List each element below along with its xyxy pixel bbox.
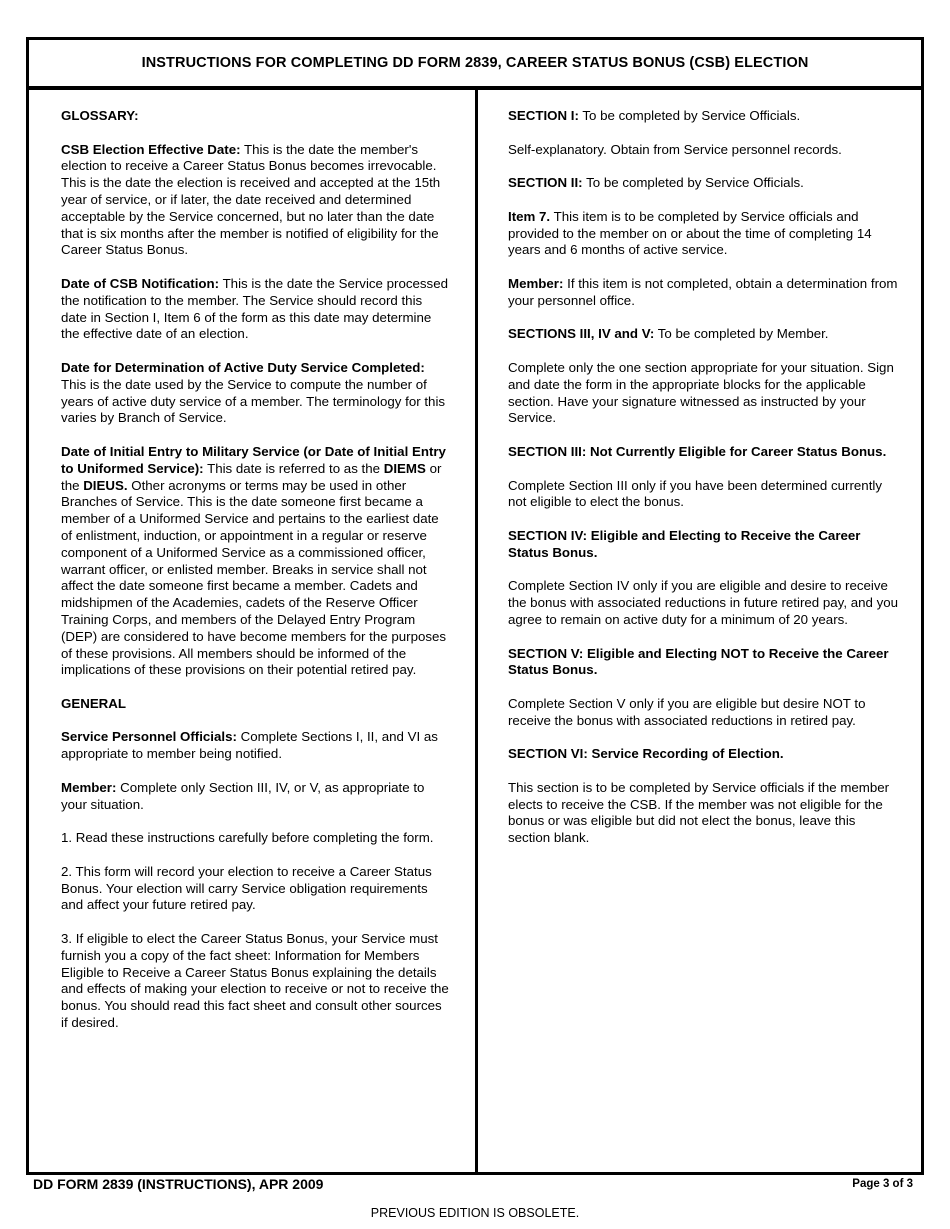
glossary-definition: This is the date the Service processed the notification to the member. The Service should record this date in Section I, Item 6 of the form as this date may determine the effective date of an election. (61, 275, 448, 342)
glossary-entry-csb-effective-date (61, 142, 451, 260)
numbered-instruction-1: 1. Read these instructions carefully before completing the form. (61, 830, 434, 846)
acronym-dieus: DIEUS. (83, 477, 128, 493)
numbered-instruction-2: 2. This form will record your election to receive a Career Status Bonus. Your election will carry Service obligation requirements and affect your future retired pay. (61, 863, 432, 913)
edition-note: PREVIOUS EDITION IS OBSOLETE. (370, 1206, 580, 1220)
section-3-heading (508, 444, 900, 461)
item-text: If this item is not completed, obtain a determination from your personnel office. (508, 275, 898, 308)
sections-3-4-5-body: Complete only the one section appropriate for your situation. Sign and date the form in the appropriate blocks for the applicable section. Have your signature witnessed as instructed by your Service. (508, 359, 894, 426)
form-frame (26, 37, 924, 1175)
glossary-definition: This is the date the member's election to receive a Career Status Bonus becomes irrevocable. This is the date the election is received and accepted at the 15th year of service, or if later, the date received and determined acceptable by the Service concerned, but no later than the date that is six months after the member is notified of eligibility for the Career Status Bonus. (61, 141, 441, 258)
section-2-heading (508, 175, 900, 192)
item-label: Item 7. (508, 208, 551, 224)
glossary-entry-csb-notification (61, 276, 451, 343)
glossary-heading: GLOSSARY: (61, 108, 139, 123)
general-service-officials (61, 729, 451, 763)
numbered-instruction-3: 3. If eligible to elect the Career Status Bonus, your Service must furnish you a copy of the fact sheet: Information for Members Eligible to Receive a Career Status Bonus explaining the details and effects of making your election to receive or not to receive the bonus. You should read this fact sheet and consult other sources if desired. (61, 931, 449, 1031)
section-label: SECTION VI: Service Recording of Election. (508, 746, 784, 762)
general-text: Complete only Section III, IV, or V, as appropriate to your situation. (61, 779, 425, 812)
section-label: SECTIONS III, IV and V: (508, 326, 655, 342)
glossary-term: Date for Determination of Active Duty Service Completed: (61, 359, 425, 375)
section-4-body: Complete Section IV only if you are eligible and desire to receive the bonus with associated reductions in future retired pay, and you agree to remain on active duty for a minimum of 20 years. (508, 578, 899, 627)
section-1-body: Self-explanatory. Obtain from Service personnel records. (508, 141, 842, 157)
glossary-term: Date of CSB Notification: (61, 275, 220, 291)
item-7-instruction (508, 209, 900, 259)
left-column (61, 108, 451, 1049)
section-6-heading (508, 746, 900, 763)
glossary-term: Date of Initial Entry to Military Service (or Date of Initial Entry to Uniformed Service): (61, 443, 446, 476)
section-1-heading (508, 108, 900, 125)
general-term: Member: (61, 779, 117, 795)
general-member (61, 780, 451, 814)
sections-3-4-5-heading (508, 326, 900, 343)
section-text: To be completed by Service Officials. (582, 108, 801, 123)
page-number: Page 3 of 3 (852, 1178, 913, 1190)
glossary-definition: This date is referred to as the (207, 460, 381, 476)
page-title: INSTRUCTIONS FOR COMPLETING DD FORM 2839, CAREER STATUS BONUS (CSB) ELECTION (29, 40, 921, 90)
section-3-body: Complete Section III only if you have been determined currently not eligible to elect the bonus. (508, 477, 882, 510)
section-label: SECTION III: Not Currently Eligible for Career Status Bonus. (508, 443, 887, 459)
right-column (508, 108, 900, 864)
glossary-entry-initial-entry-date (61, 444, 451, 679)
form-identifier: DD FORM 2839 (INSTRUCTIONS), APR 2009 (33, 1176, 324, 1192)
glossary-definition: Other acronyms or terms may be used in other Branches of Service. This is the date someone first became a member of a Uniformed Service and pertains to the earliest date of enlistment, induction, or appointment in a regular or reserve component of a Uniformed Service as a commissioned officer, warrant officer, or enlisted member. Breaks in service shall not affect the date someone first became a member. Cadets and midshipmen of the Academies, cadets of the Reserve Officer Training Corps, and members of the Delayed Entry Program (DEP) are considered to have become members for the purposes of these provisions. All members should be informed of the implications of these provisions on their potential retired pay. (61, 477, 447, 678)
section-text: To be completed by Member. (657, 326, 829, 342)
member-instruction (508, 276, 900, 310)
column-divider (475, 90, 478, 1172)
general-term: Service Personnel Officials: (61, 729, 237, 745)
glossary-definition: This is the date used by the Service to compute the number of years of active duty service of a member. The terminology for this varies by Branch of Service. (61, 376, 446, 426)
glossary-term: CSB Election Effective Date: (61, 141, 241, 157)
section-5-body: Complete Section V only if you are eligible but desire NOT to receive the bonus with associated reductions in retired pay. (508, 695, 866, 728)
section-text: To be completed by Service Officials. (586, 175, 804, 191)
section-label: SECTION I: (508, 108, 579, 123)
section-label: SECTION IV: Eligible and Electing to Receive the Career Status Bonus. (508, 527, 861, 560)
acronym-diems: DIEMS (383, 460, 426, 476)
glossary-connector: or the (61, 460, 442, 493)
section-4-heading (508, 528, 900, 562)
section-5-heading (508, 646, 900, 680)
section-label: SECTION II: (508, 175, 583, 191)
item-text: This item is to be completed by Service officials and provided to the member on or about the time of completing 14 years and 6 months of active service. (508, 208, 872, 258)
item-label: Member: (508, 275, 564, 291)
section-label: SECTION V: Eligible and Electing NOT to Receive the Career Status Bonus. (508, 645, 889, 678)
glossary-entry-active-duty-date (61, 360, 451, 427)
general-text: Complete Sections I, II, and VI as appropriate to member being notified. (61, 729, 438, 762)
general-heading: GENERAL (61, 695, 127, 711)
section-6-body: This section is to be completed by Service officials if the member elects to receive the CSB. If the member was not eligible for the bonus or was eligible but did not elect the bonus, leave this section blank. (508, 779, 890, 846)
